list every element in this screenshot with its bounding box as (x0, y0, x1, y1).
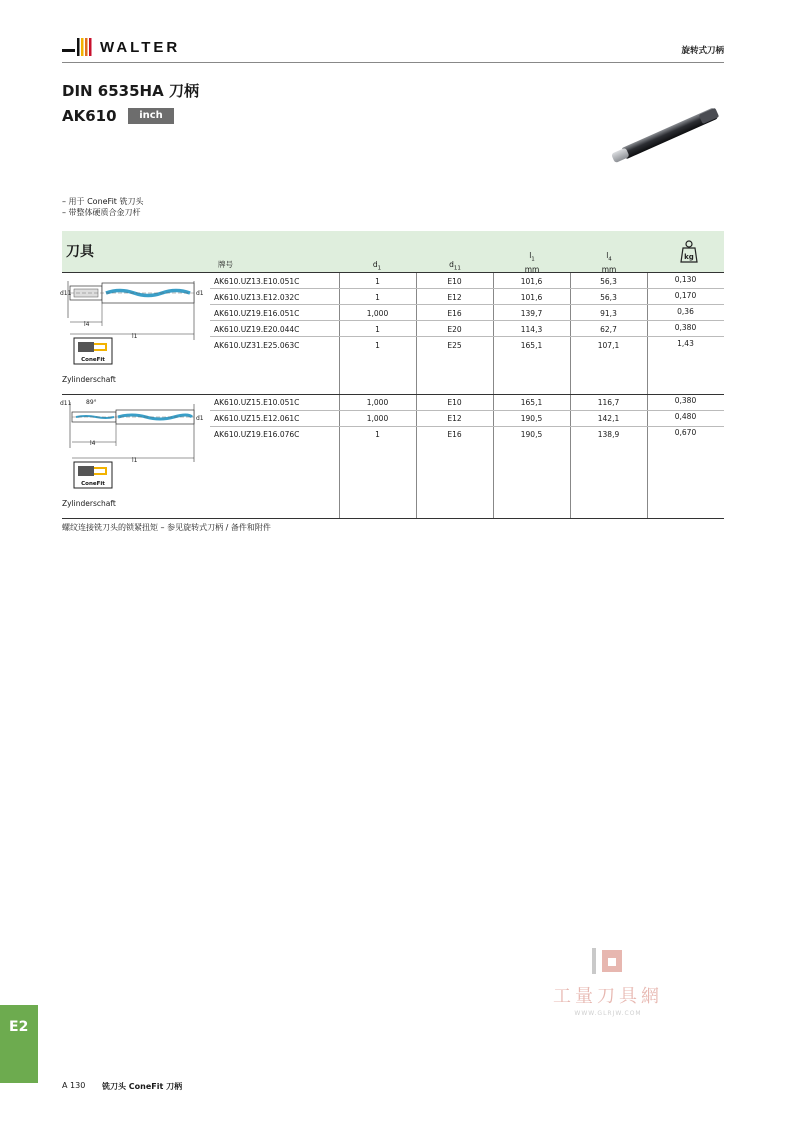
col-header-code: 牌号 (218, 260, 233, 269)
tool-holder-image (604, 100, 728, 170)
cell-weight: 0,36 (677, 307, 694, 316)
chapter-tab (0, 1005, 38, 1083)
table-bottom-rule (62, 518, 724, 519)
table-header (62, 231, 724, 272)
col-header-d11: $d_{11}$ (449, 260, 461, 272)
table-top-rule (62, 272, 724, 273)
row-divider (210, 320, 724, 321)
col-header-d1: $d_1$ (372, 260, 382, 272)
cell-weight: 1,43 (677, 339, 694, 348)
cell-d1: 1 (375, 277, 380, 286)
cell-code: AK610.UZ15.E12.061C (214, 414, 300, 423)
unit-badge: inch (128, 108, 174, 124)
holder-diagram-2 (60, 396, 208, 492)
cell-l1: 139,7 (520, 309, 543, 318)
label-l4: l4 (84, 321, 90, 328)
cell-weight: 0,130 (674, 275, 697, 284)
page-number: A 130 (62, 1081, 86, 1090)
cell-d11: E25 (447, 341, 462, 350)
weight-kg-icon (679, 240, 699, 264)
cell-d11: E10 (447, 398, 462, 407)
feature-list (62, 196, 143, 218)
cell-l1: 165,1 (520, 398, 543, 407)
footer-title: 铣刀头 ConeFit 刀柄 (102, 1082, 183, 1091)
watermark (538, 946, 678, 1017)
row-divider (210, 410, 724, 411)
row-divider (210, 304, 724, 305)
col-header-l1: $l_1$ mm (524, 251, 540, 274)
label-d1: d1 (196, 415, 204, 422)
row-divider (210, 426, 724, 427)
cell-weight: 0,380 (674, 396, 697, 405)
table-section-title: 刀具 (66, 244, 94, 260)
cell-l4: 138,9 (597, 430, 620, 439)
cell-code: AK610.UZ19.E16.051C (214, 309, 300, 318)
feature-item: – 带整体硬质合金刀杆 (62, 208, 141, 217)
cell-d11: E12 (447, 293, 462, 302)
cell-l4: 142,1 (597, 414, 620, 423)
cell-l4: 56,3 (600, 277, 617, 286)
cell-d1: 1 (375, 325, 380, 334)
svg-text:kg: kg (684, 253, 694, 261)
group-divider (62, 394, 724, 395)
label-l1: l1 (132, 333, 138, 340)
cell-l4: 62,7 (600, 325, 617, 334)
cell-l4: 91,3 (600, 309, 617, 318)
cell-weight: 0,170 (674, 291, 697, 300)
label-d11: d11 (60, 400, 72, 407)
label-d1: d1 (196, 290, 204, 297)
cell-code: AK610.UZ15.E10.051C (214, 398, 300, 407)
angle-label: 89° (86, 399, 97, 406)
row-divider (210, 288, 724, 289)
cell-l4: 116,7 (597, 398, 620, 407)
chapter-tab-label: E2 (9, 1019, 29, 1035)
holder-diagram-1 (60, 278, 208, 368)
cell-d11: E10 (447, 277, 462, 286)
cell-d1: 1,000 (366, 398, 389, 407)
cell-d1: 1 (375, 293, 380, 302)
torque-note: 螺纹连接铣刀头的锁紧扭矩 – 参见旋转式刀柄 / 备件和附件 (62, 523, 271, 532)
cell-l1: 190,5 (520, 414, 543, 423)
col-header-l4: $l_4$ mm (601, 251, 617, 274)
cell-weight: 0,380 (674, 323, 697, 332)
cell-l1: 114,3 (520, 325, 543, 334)
cell-d11: E16 (447, 430, 462, 439)
cell-code: AK610.UZ31.E25.063C (214, 341, 300, 350)
cell-l1: 101,6 (520, 277, 543, 286)
watermark-logo-icon (588, 946, 628, 976)
cell-d1: 1,000 (366, 309, 389, 318)
cell-d11: E12 (447, 414, 462, 423)
conefit-label: ConeFit (81, 357, 105, 363)
cell-l4: 56,3 (600, 293, 617, 302)
label-l4: l4 (90, 440, 96, 447)
conefit-label: ConeFit (81, 481, 105, 487)
shank-type-label: Zylinderschaft (62, 375, 116, 384)
cell-l4: 107,1 (597, 341, 620, 350)
cell-weight: 0,480 (674, 412, 697, 421)
section-title: 旋转式刀柄 (681, 46, 724, 56)
label-d11: d11 (60, 290, 72, 297)
cell-code: AK610.UZ19.E16.076C (214, 430, 300, 439)
cell-d1: 1 (375, 430, 380, 439)
cell-d1: 1,000 (366, 414, 389, 423)
cell-d11: E20 (447, 325, 462, 334)
cell-code: AK610.UZ19.E20.044C (214, 325, 300, 334)
watermark-url: WWW.GLRJW.COM (574, 1010, 642, 1017)
watermark-text: 工量刀具網 (553, 986, 663, 1007)
walter-logo-mark-icon (62, 34, 96, 60)
shank-type-label: Zylinderschaft (62, 499, 116, 508)
cell-weight: 0,670 (674, 428, 697, 437)
cell-code: AK610.UZ13.E12.032C (214, 293, 300, 302)
cell-l1: 190,5 (520, 430, 543, 439)
feature-item: – 用于 ConeFit 铣刀头 (62, 197, 144, 206)
header-divider (62, 62, 724, 63)
page-title: DIN 6535HA 刀柄 (62, 82, 199, 100)
cell-d1: 1 (375, 341, 380, 350)
cell-d11: E16 (447, 309, 462, 318)
cell-l1: 165,1 (520, 341, 543, 350)
cell-l1: 101,6 (520, 293, 543, 302)
row-divider (210, 336, 724, 337)
cell-code: AK610.UZ13.E10.051C (214, 277, 300, 286)
label-l1: l1 (132, 457, 138, 464)
brand-name: WALTER (100, 38, 181, 56)
product-subtitle: AK610 (62, 107, 117, 125)
walter-logo (62, 34, 180, 60)
